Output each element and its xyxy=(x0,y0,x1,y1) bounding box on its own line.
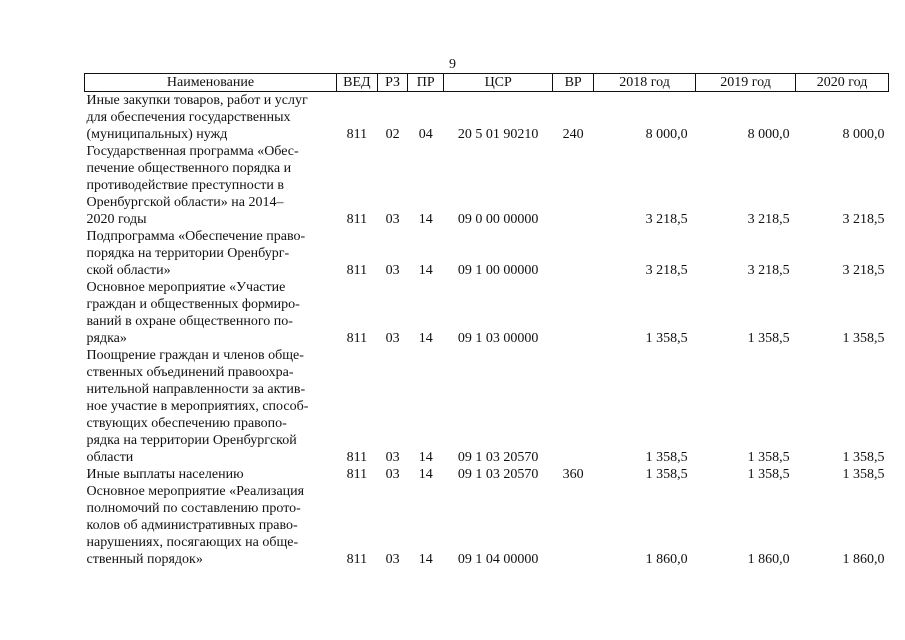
cell-2018: 8 000,0 xyxy=(645,127,688,142)
cell-csr: 09 1 03 20570 xyxy=(457,450,539,465)
cell-pr: 14 xyxy=(418,552,433,567)
cell-pr: 14 xyxy=(418,450,433,465)
table-row xyxy=(85,92,889,144)
cell-2018: 3 218,5 xyxy=(645,212,688,227)
cell-csr: 09 1 04 00000 xyxy=(457,552,539,567)
cell-pr: 14 xyxy=(418,331,433,346)
cell-2019: 1 358,5 xyxy=(747,450,790,465)
cell-csr: 09 1 00 00000 xyxy=(457,263,539,278)
cell-2020: 1 358,5 xyxy=(842,450,885,465)
cell-2020: 1 358,5 xyxy=(842,331,885,346)
header-2020: 2020 год xyxy=(796,74,889,92)
cell-csr: 20 5 01 90210 xyxy=(457,127,539,142)
header-2018: 2018 год xyxy=(594,74,696,92)
cell-vr xyxy=(553,347,594,466)
cell-rz: 02 xyxy=(385,127,400,142)
header-ved: ВЕД xyxy=(337,74,378,92)
cell-ved: 811 xyxy=(346,263,368,278)
cell-name: Основное мероприятие «Участие граждан и общественных формиро- ваний в охране общественного по- рядка» xyxy=(86,280,300,346)
cell-2019: 8 000,0 xyxy=(747,127,790,142)
cell-rz: 03 xyxy=(385,212,400,227)
cell-pr: 14 xyxy=(418,212,433,227)
cell-vr xyxy=(553,279,594,347)
cell-name: Государственная программа «Обес- печение общественного порядка и противодействие преступности в Оренбургской области» на 2014– 2020 годы xyxy=(86,144,299,227)
cell-name: Основное мероприятие «Реализация полномочий по составлению прото- колов об административных право- нарушениях, посягающих на обще- ственный порядок» xyxy=(86,484,305,567)
cell-pr: 14 xyxy=(418,467,433,482)
cell-csr: 09 1 03 20570 xyxy=(457,467,539,482)
cell-vr xyxy=(553,228,594,279)
budget-table xyxy=(84,73,889,568)
cell-ved: 811 xyxy=(346,467,368,482)
cell-rz: 03 xyxy=(385,263,400,278)
header-vr: ВР xyxy=(553,74,594,92)
cell-2020: 1 860,0 xyxy=(842,552,885,567)
cell-csr: 09 1 03 00000 xyxy=(457,331,539,346)
cell-rz: 03 xyxy=(385,467,400,482)
cell-2020: 1 358,5 xyxy=(842,467,885,482)
cell-rz: 03 xyxy=(385,552,400,567)
cell-2019: 1 358,5 xyxy=(747,331,790,346)
cell-2020: 3 218,5 xyxy=(842,263,885,278)
cell-2019: 1 358,5 xyxy=(747,467,790,482)
table-row xyxy=(85,143,889,228)
cell-2019: 1 860,0 xyxy=(747,552,790,567)
table-row xyxy=(85,347,889,466)
cell-ved: 811 xyxy=(346,552,368,567)
header-csr: ЦСР xyxy=(444,74,553,92)
table-row xyxy=(85,228,889,279)
cell-name: Подпрограмма «Обеспечение право- порядка на территории Оренбург- ской области» xyxy=(86,229,306,278)
cell-rz: 03 xyxy=(385,331,400,346)
page-number: 9 xyxy=(449,57,456,72)
cell-name: Иные закупки товаров, работ и услуг для обеспечения государственных (муниципальных) нужд xyxy=(86,93,308,142)
header-rz: РЗ xyxy=(377,74,408,92)
table-row xyxy=(85,466,889,483)
table-row xyxy=(85,483,889,568)
header-name: Наименование xyxy=(85,74,337,92)
cell-2020: 8 000,0 xyxy=(842,127,885,142)
header-2019: 2019 год xyxy=(696,74,796,92)
cell-rz: 03 xyxy=(385,450,400,465)
cell-name: Поощрение граждан и членов обще- ственных объединений правоохра- нительной направленности за актив- ное участие в мероприятиях, способ- ствующих обеспечению правопо- рядка на территории Оренбургской области xyxy=(86,348,309,465)
cell-2019: 3 218,5 xyxy=(747,212,790,227)
table-row xyxy=(85,279,889,347)
header-pr: ПР xyxy=(408,74,444,92)
cell-2018: 1 358,5 xyxy=(645,331,688,346)
cell-csr: 09 0 00 00000 xyxy=(457,212,539,227)
cell-pr: 14 xyxy=(418,263,433,278)
cell-ved: 811 xyxy=(346,331,368,346)
table-body xyxy=(85,92,889,569)
cell-2018: 1 860,0 xyxy=(645,552,688,567)
cell-vr xyxy=(553,143,594,228)
cell-2018: 1 358,5 xyxy=(645,450,688,465)
cell-ved: 811 xyxy=(346,127,368,142)
table-header-row xyxy=(85,74,889,92)
cell-2020: 3 218,5 xyxy=(842,212,885,227)
cell-vr xyxy=(553,483,594,568)
cell-vr: 240 xyxy=(562,127,584,142)
cell-vr: 360 xyxy=(562,467,584,482)
cell-ved: 811 xyxy=(346,212,368,227)
cell-2019: 3 218,5 xyxy=(747,263,790,278)
cell-name: Иные выплаты населению xyxy=(86,467,244,482)
cell-ved: 811 xyxy=(346,450,368,465)
cell-2018: 1 358,5 xyxy=(645,467,688,482)
cell-2018: 3 218,5 xyxy=(645,263,688,278)
cell-pr: 04 xyxy=(418,127,433,142)
